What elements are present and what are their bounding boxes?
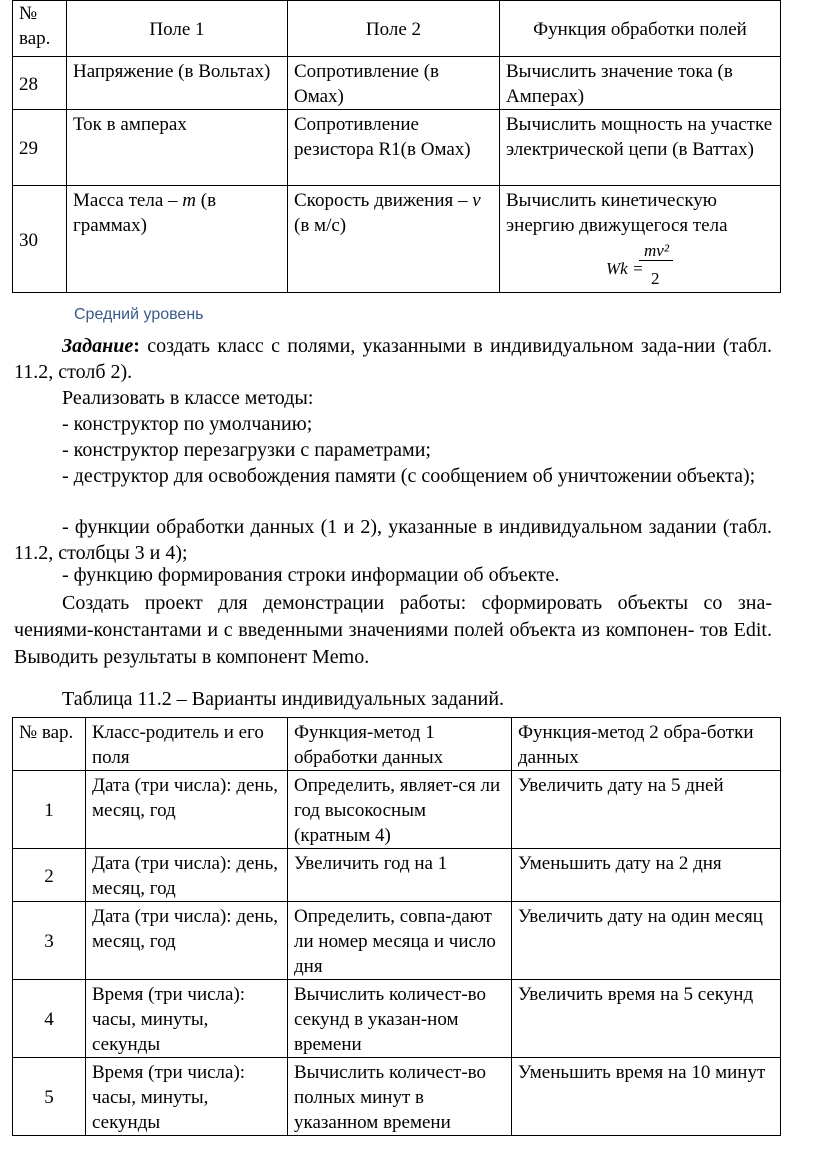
kinetic-energy-formula <box>506 238 774 292</box>
table-row <box>13 980 781 1058</box>
row-num: 2 <box>13 849 86 902</box>
table-header-row <box>13 718 781 771</box>
method-item: - деструктор для освобождения памяти (с сообщением об уничтожении объекта); <box>62 465 756 487</box>
row-class: Время (три числа): часы, минуты, секунды <box>86 1058 288 1136</box>
row-num: 3 <box>13 902 86 980</box>
method-item: - функцию формирования строки информации об объекте. <box>62 564 560 586</box>
row-num: 30 <box>13 186 67 293</box>
row-method2: Увеличить дату на 5 дней <box>512 771 781 849</box>
row-method1: Вычислить количест-во секунд в указан-ном времени <box>288 980 512 1058</box>
header-field2: Поле 2 <box>288 1 500 57</box>
row-class: Дата (три числа): день, месяц, год <box>86 849 288 902</box>
row-class: Дата (три числа): день, месяц, год <box>86 902 288 980</box>
row-num: 4 <box>13 980 86 1058</box>
individual-tasks-table <box>12 717 781 1136</box>
implement-line: Реализовать в классе методы: <box>62 387 314 409</box>
row-class: Дата (три числа): день, месяц, год <box>86 771 288 849</box>
row-function: Вычислить кинетическую энергию движущегося тела mv² Wk = 2 <box>500 186 781 293</box>
table-row <box>13 1058 781 1136</box>
row-num: 29 <box>13 110 67 186</box>
project-paragraph: Создать проект для демонстрации работы: сформировать объекты со зна- чениями-константами и с введенными значениями полей объекта из компонен- тов Edit. Выводить результаты в компонент Memo. <box>14 592 772 668</box>
table-row <box>13 57 781 110</box>
row-function: Вычислить значение тока (в Амперах) <box>500 57 781 110</box>
row-num: 1 <box>13 771 86 849</box>
row-method2: Увеличить дату на один месяц <box>512 902 781 980</box>
row-function: Вычислить мощность на участке электрической цепи (в Ваттах) <box>500 110 781 186</box>
table-row <box>13 186 781 293</box>
formula-lhs: Wk = <box>606 259 644 278</box>
header-method1: Функция-метод 1 обработки данных <box>288 718 512 771</box>
row-num: 5 <box>13 1058 86 1136</box>
task-paragraph: Задание: создать класс с полями, указанными в индивидуальном зада-нии (табл. 11.2, столб 2). <box>14 335 772 383</box>
header-function: Функция обработки полей <box>500 1 781 57</box>
formula-denominator: 2 <box>651 269 660 288</box>
header-class: Класс-родитель и его поля <box>86 718 288 771</box>
fraction-bar <box>639 260 673 261</box>
row-method2: Увеличить время на 5 секунд <box>512 980 781 1058</box>
row-field1: Масса тела – m (в граммах) <box>67 186 288 293</box>
row-method1: Определить, являет-ся ли год высокосным (кратным 4) <box>288 771 512 849</box>
row-field1: Ток в амперах <box>67 110 288 186</box>
section-label: Средний уровень <box>74 306 204 323</box>
method-item: - конструктор перезагрузки с параметрами; <box>62 439 431 461</box>
row-field2: Сопротивление (в Омах) <box>288 57 500 110</box>
variants-table-top <box>12 0 781 293</box>
table-header-row <box>13 1 781 57</box>
header-field1: Поле 1 <box>67 1 288 57</box>
row-class: Время (три числа): часы, минуты, секунды <box>86 980 288 1058</box>
row-method1: Увеличить год на 1 <box>288 849 512 902</box>
method-item: - конструктор по умолчанию; <box>62 413 313 435</box>
table-row <box>13 902 781 980</box>
row-field2: Скорость движения – v (в м/с) <box>288 186 500 293</box>
table-row <box>13 771 781 849</box>
table-row <box>13 849 781 902</box>
header-num: № вар. <box>13 1 67 57</box>
row-field1: Напряжение (в Вольтах) <box>67 57 288 110</box>
header-num: № вар. <box>13 718 86 771</box>
formula-numerator: mv² <box>644 241 669 260</box>
row-num: 28 <box>13 57 67 110</box>
row-method2: Уменьшить дату на 2 дня <box>512 849 781 902</box>
method-item: - функции обработки данных (1 и 2), указанные в индивидуальном задании (табл. 11.2, столбцы 3 и 4); <box>14 516 772 564</box>
table-caption: Таблица 11.2 – Варианты индивидуальных заданий. <box>62 688 505 710</box>
row-field2: Сопротивление резистора R1(в Омах) <box>288 110 500 186</box>
header-method2: Функция-метод 2 обра-ботки данных <box>512 718 781 771</box>
row-method1: Вычислить количест-во полных минут в указанном времени <box>288 1058 512 1136</box>
row-method2: Уменьшить время на 10 минут <box>512 1058 781 1136</box>
row-method1: Определить, совпа-дают ли номер месяца и число дня <box>288 902 512 980</box>
table-row <box>13 110 781 186</box>
